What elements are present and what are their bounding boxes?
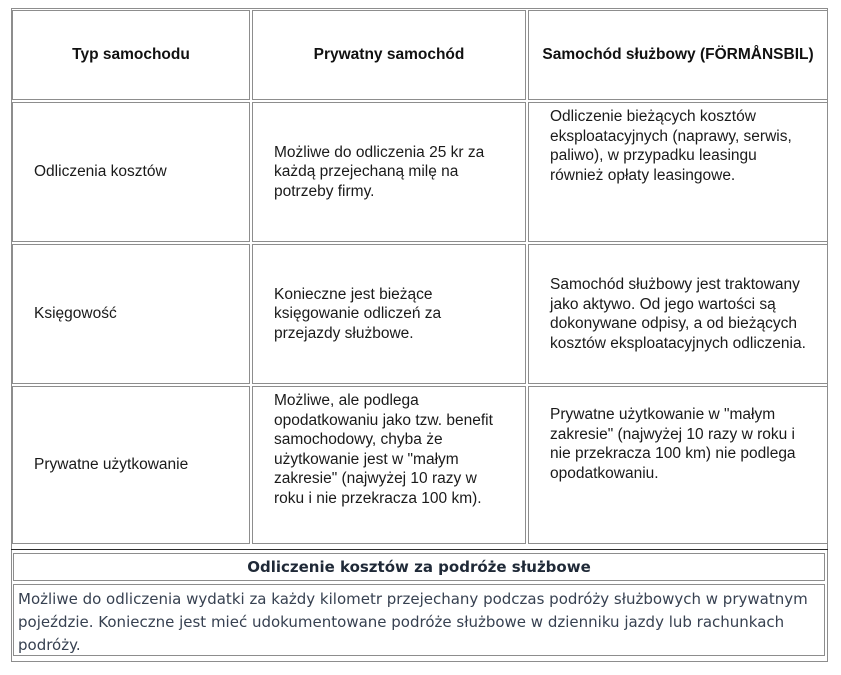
table-row — [12, 244, 828, 384]
comparison-table — [12, 10, 828, 544]
header-car-type: Typ samochodu — [12, 10, 250, 100]
cell-company-accounting: Samochód służbowy jest traktowany jako aktywo. Od jego wartości są dokonywane odpisy, a od bieżących kosztów eksploatacyjnych odliczenia. — [528, 244, 828, 384]
row-label-cost-deductions: Odliczenia kosztów — [12, 102, 250, 242]
section-divider — [11, 549, 828, 550]
table-header-row — [12, 10, 828, 100]
section-title: Odliczenie kosztów za podróże służbowe — [13, 553, 825, 581]
cell-company-cost-deductions: Odliczenie bieżących kosztów eksploatacyjnych (naprawy, serwis, paliwo), w przypadku leasingu również opłaty leasingowe. — [528, 102, 828, 242]
cell-private-accounting: Konieczne jest bieżące księgowanie odliczeń za przejazdy służbowe. — [252, 244, 526, 384]
table-row — [12, 386, 828, 544]
cell-private-cost-deductions: Możliwe do odliczenia 25 kr za każdą przejechaną milę na potrzeby firmy. — [252, 102, 526, 242]
cell-private-private-use: Możliwe, ale podlega opodatkowaniu jako tzw. benefit samochodowy, chyba że użytkowanie jest w "małym zakresie" (najwyżej 10 razy w roku i nie przekracza 100 km). — [252, 386, 526, 544]
row-label-private-use: Prywatne użytkowanie — [12, 386, 250, 544]
header-private-car: Prywatny samochód — [252, 10, 526, 100]
section-body: Możliwe do odliczenia wydatki za każdy kilometr przejechany podczas podróży służbowych w prywatnym pojeździe. Konieczne jest mieć udokumentowane podróże służbowe w dzienniku jazdy lub rachunkach podróży. — [13, 584, 825, 656]
table-row — [12, 102, 828, 242]
cell-company-private-use: Prywatne użytkowanie w "małym zakresie" (najwyżej 10 razy w roku i nie przekracza 100 km) nie podlega opodatkowaniu. — [528, 386, 828, 544]
header-company-car: Samochód służbowy (FÖRMÅNSBIL) — [528, 10, 828, 100]
row-label-accounting: Księgowość — [12, 244, 250, 384]
